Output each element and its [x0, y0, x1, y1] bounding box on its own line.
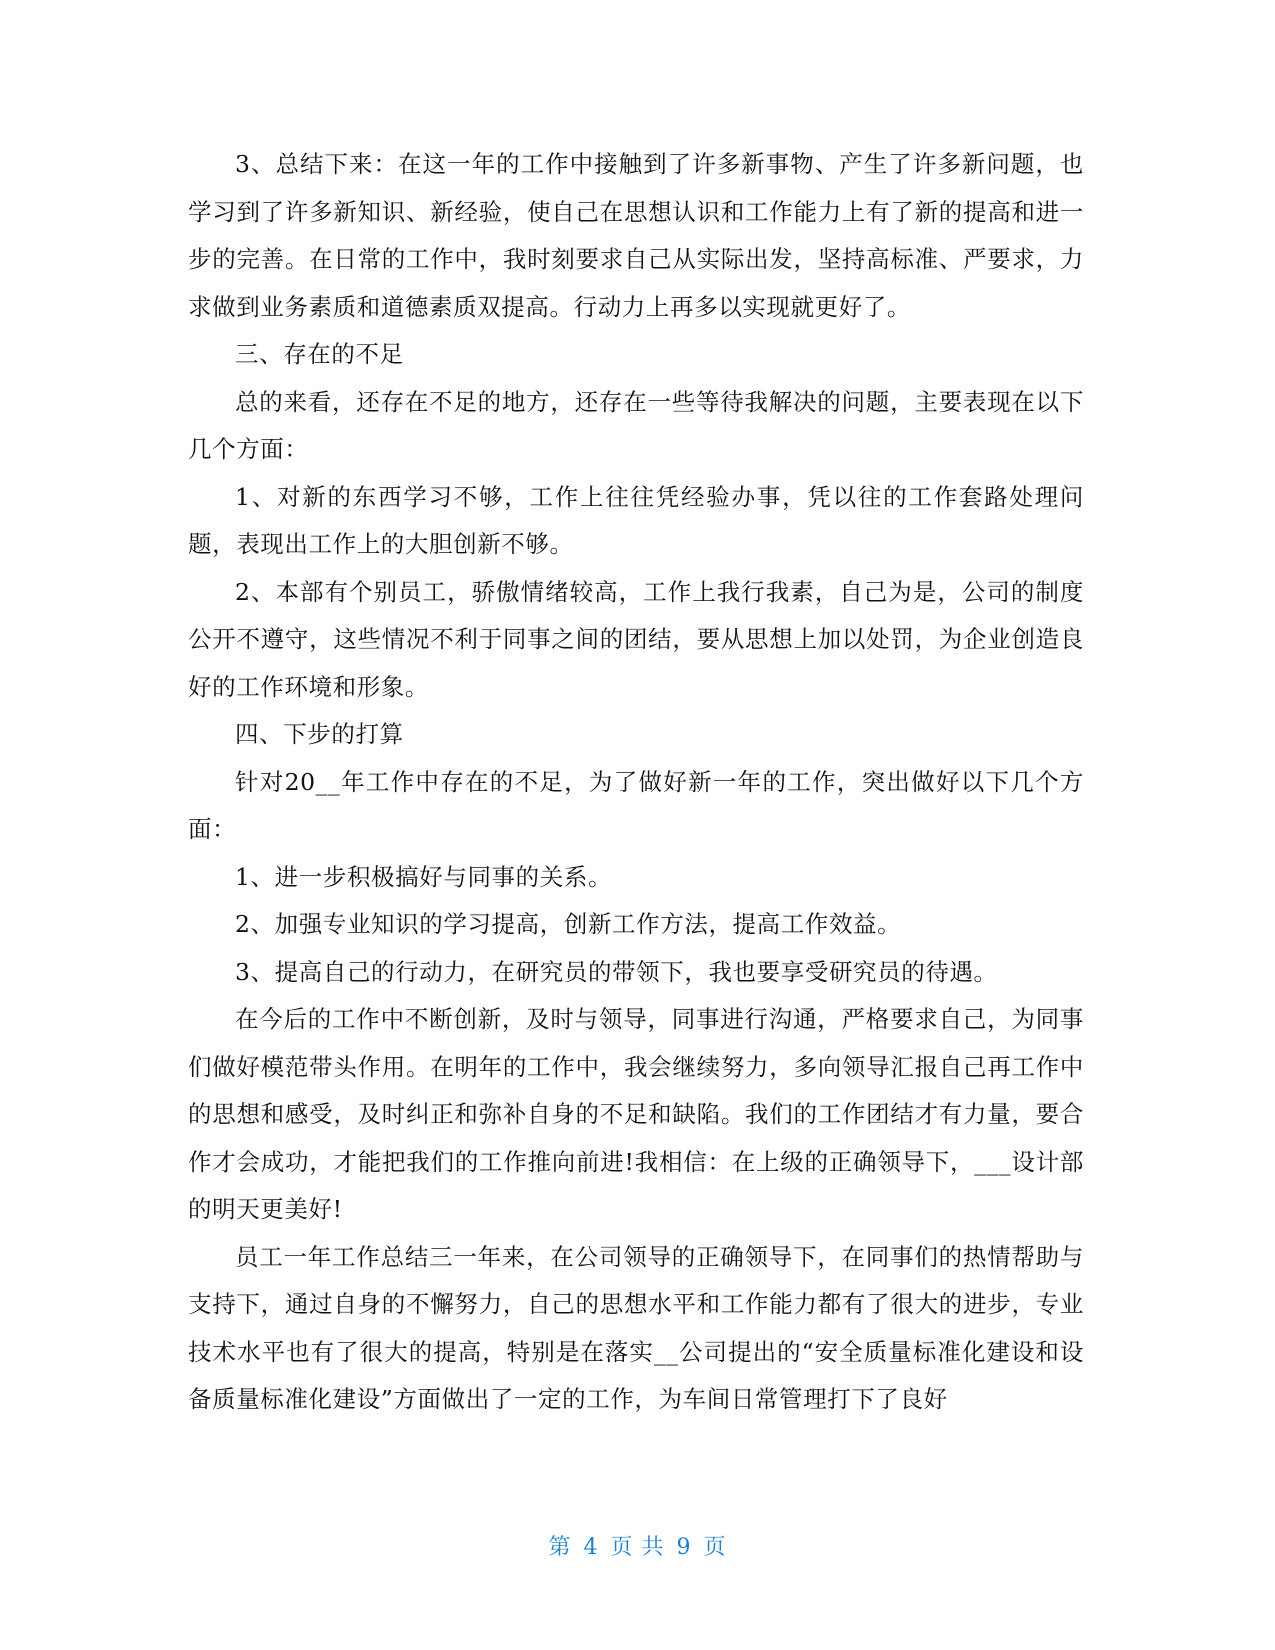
page-footer — [0, 1530, 1275, 1561]
paragraph-next-steps-intro: 针对20__年工作中存在的不足，为了做好新一年的工作，突出做好以下几个方面： — [188, 767, 1084, 843]
footer-suffix: 页 — [703, 1535, 727, 1560]
paragraph-conclusion: 在今后的工作中不断创新，及时与领导，同事进行沟通，严格要求自己，为同事们做好模范带头作用。在明年的工作中，我会继续努力，多向领导汇报自己再工作中的思想和感受，及时纠正和弥补自身的不足和缺陷。我们的工作团结才有力量，要合作才会成功，才能把我们的工作推向前进!我相信：在上级的正确领导下，___设计部的明天更美好! — [188, 1005, 1084, 1223]
document-body — [188, 141, 1084, 1424]
paragraph-shortcoming-1: 1、对新的东西学习不够，工作上往往凭经验办事，凭以往的工作套路处理问题，表现出工作上的大胆创新不够。 — [188, 482, 1084, 558]
footer-total-pages: 9 — [676, 1535, 692, 1560]
paragraph-summary-point-3: 3、总结下来：在这一年的工作中接触到了许多新事物、产生了许多新问题，也学习到了许多新知识、新经验，使自己在思想认识和工作能力上有了新的提高和进一步的完善。在日常的工作中，我时刻要求自己从实际出发，坚持高标准、严要求，力求做到业务素质和道德素质双提高。行动力上再多以实现就更好了。 — [188, 150, 1084, 321]
paragraph-next-step-3: 3、提高自己的行动力，在研究员的带领下，我也要享受研究员的待遇。 — [235, 957, 998, 986]
paragraph-shortcoming-2: 2、本部有个别员工，骄傲情绪较高，工作上我行我素，自己为是，公司的制度公开不遵守，这些情况不利于同事之间的团结，要从思想上加以处罚，为企业创造良好的工作环境和形象。 — [188, 577, 1084, 701]
paragraph-next-step-1: 1、进一步积极搞好与同事的关系。 — [235, 862, 613, 891]
paragraph-summary-three-start: 员工一年工作总结三一年来，在公司领导的正确领导下，在同事们的热情帮助与支持下，通过自身的不懈努力，自己的思想水平和工作能力都有了很大的进步，专业技术水平也有了很大的提高，特别是在落实__公司提出的“安全质量标准化建设和设备质量标准化建设”方面做出了一定的工作，为车间日常管理打下了良好 — [188, 1242, 1084, 1413]
paragraph-next-step-2: 2、加强专业知识的学习提高，创新工作方法，提高工作效益。 — [235, 910, 902, 938]
paragraph-shortcomings-intro: 总的来看，还存在不足的地方，还存在一些等待我解决的问题，主要表现在以下几个方面： — [188, 387, 1084, 463]
footer-prefix: 第 — [548, 1535, 572, 1560]
footer-middle: 页 共 — [610, 1535, 665, 1560]
section-heading-shortcomings: 三、存在的不足 — [235, 340, 404, 368]
section-heading-next-steps: 四、下步的打算 — [235, 720, 404, 748]
footer-current-page: 4 — [583, 1535, 599, 1560]
